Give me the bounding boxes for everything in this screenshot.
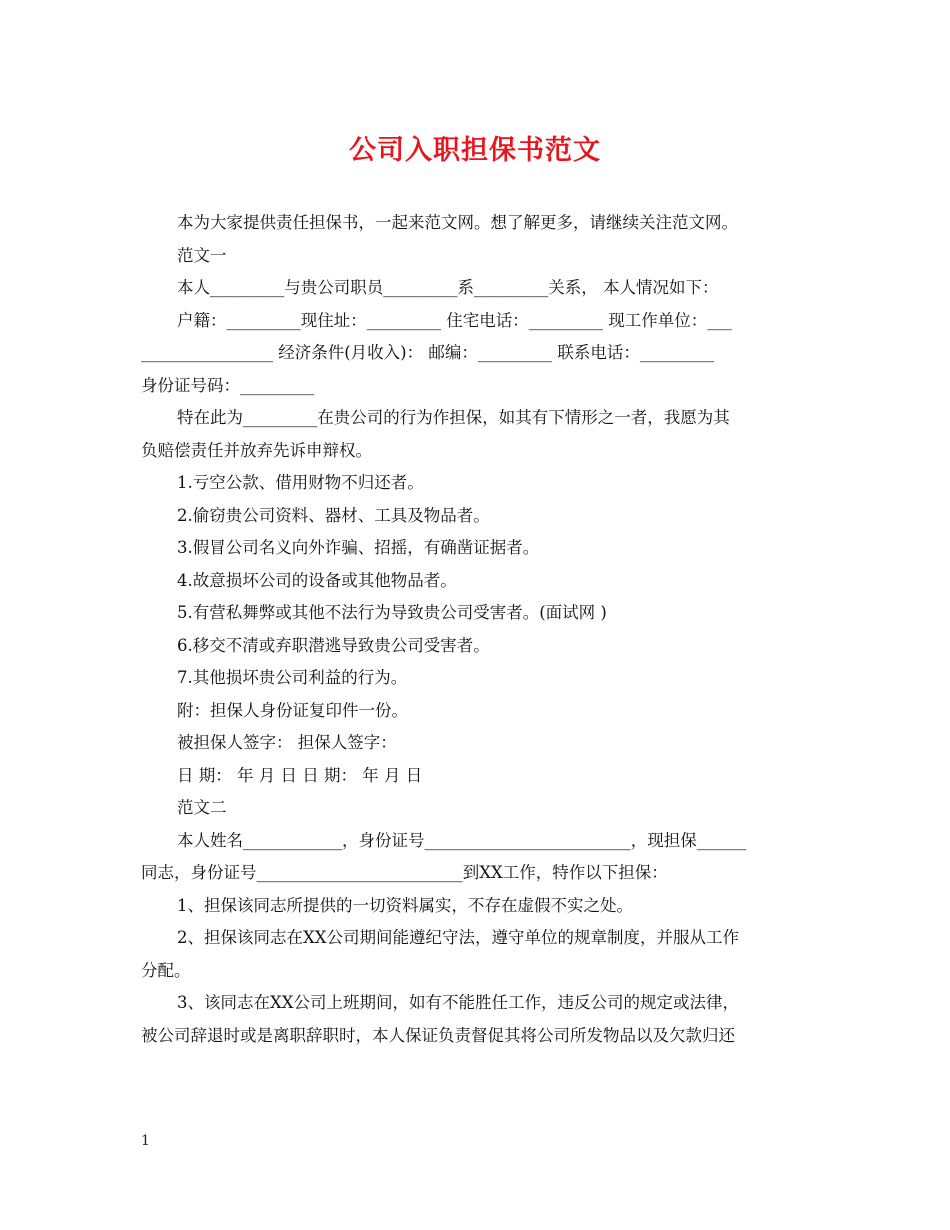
page-number: 1 — [141, 1133, 150, 1149]
list-item: 3.假冒公司名义向外诈骗、招摇，有确凿证据者。 — [177, 538, 540, 557]
guarantor-info-line: 户籍：_________现住址：_________ 住宅电话：_________ 现工作单位：___ — [177, 310, 732, 330]
list-item: 6.移交不清或弃职潜逃导致贵公司受害者。 — [177, 635, 490, 655]
id-number-line: 身份证号码：_________ — [141, 375, 315, 395]
guarantee-statement-line-continued: 负赔偿责任并放弃先诉申辩权。 — [141, 440, 372, 460]
date-line: 日 期： 年 月 日 日 期： 年 月 日 — [177, 765, 423, 785]
document-body — [141, 207, 811, 1052]
guarantee-statement-line: 特在此为_________在贵公司的行为作担保，如其有下情形之一者，我愿为其 — [177, 408, 730, 427]
list-item: 5.有营私舞弊或其他不法行为导致贵公司受害者。(面试网 ) — [177, 603, 607, 622]
list-item: 2.偷窃贵公司资料、器材、工具及物品者。 — [177, 505, 490, 525]
list-item-continued: 被公司辞退时或是离职辞职时，本人保证负责督促其将公司所发物品以及欠款归还 — [141, 1025, 735, 1045]
list-item: 1.亏空公款、借用财物不归还者。 — [177, 473, 424, 492]
list-item: 3、该同志在XX公司上班期间，如有不能胜任工作，违反公司的规定或法律， — [177, 993, 739, 1012]
list-item-continued: 分配。 — [141, 960, 191, 980]
section-heading-sample-2: 范文二 — [177, 798, 227, 817]
list-item: 2、担保该同志在XX公司期间能遵纪守法，遵守单位的规章制度，并服从工作 — [177, 928, 739, 947]
intro-paragraph: 本为大家提供责任担保书，一起来范文网。想了解更多，请继续关注范文网。 — [177, 213, 738, 232]
guarantor-name-line: 本人姓名____________，身份证号_________________________，现担保______ — [177, 830, 747, 850]
guarantor-name-line-continued: 同志，身份证号_________________________到XX工作，特作以下担保： — [141, 863, 668, 882]
guarantor-relation-line: 本人_________与贵公司职员_________系_________关系， 本人情况如下： — [177, 278, 719, 297]
list-item: 7.其他损坏贵公司利益的行为。 — [177, 668, 408, 687]
guarantor-info-line-continued: ________________ 经济条件(月收入)： 邮编：_________ 联系电话：_________ — [141, 343, 715, 362]
document-title: 公司入职担保书范文 — [349, 135, 601, 166]
list-item: 4.故意损坏公司的设备或其他物品者。 — [177, 570, 457, 590]
list-item: 1、担保该同志所提供的一切资料属实，不存在虚假不实之处。 — [177, 895, 633, 915]
section-heading-sample-1: 范文一 — [177, 245, 227, 265]
signature-line: 被担保人签字： 担保人签字： — [177, 733, 397, 752]
attachment-note: 附：担保人身份证复印件一份。 — [177, 700, 408, 720]
